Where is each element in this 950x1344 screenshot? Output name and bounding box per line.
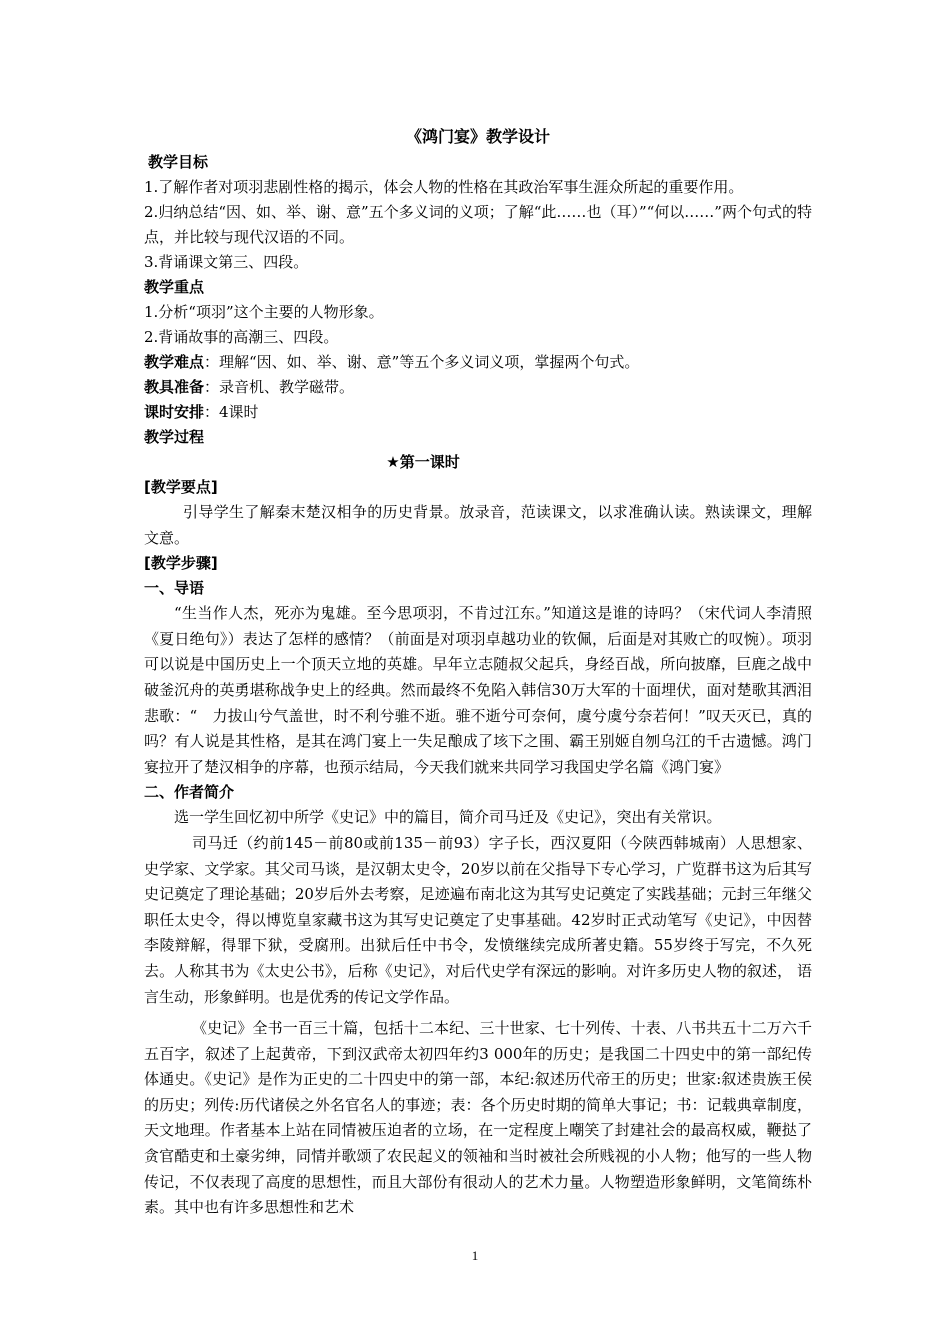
author-heading: 二、作者简介 — [144, 783, 235, 802]
intro-text: “生当作人杰，死亦为鬼雄。至今思项羽，不肯过江东。”知道这是谁的诗吗？（宋代词人李清照《夏日绝句》）表达了怎样的感情？（前面是对项羽卓越功业的钦佩，后面是对其败亡的叹惋）。项羽可以说是中国历史上一个顶天立地的英雄。早年立志随叔父起兵，身经百战，所向披靡，巨鹿之战中破釜沉舟的英勇堪称战争史上的经典。然而最终不免陷入韩信30万大军的十面埋伏，面对楚歌其洒泪悲歌：“ 力拔山兮气盖世，时不利兮骓不逝。骓不逝兮可奈何，虞兮虞兮奈若何！”叹天灭已，真的吗？有人说是其性格，是其在鸿门宴上一失足酿成了垓下之围、霸王别姬自刎乌江的千古遗憾。鸿门宴拉开了楚汉相争的序幕，也预示结局，今天我们就来共同学习我国史学名篇《鸿门宴》 — [144, 604, 812, 776]
tools-label: 教具准备 — [144, 378, 205, 396]
objective-3: 3.背诵课文第三、四段。 — [144, 253, 309, 271]
keypoints-text: 引导学生了解秦末楚汉相争的历史背景。放录音，范读课文，以求准确认读。熟读课文，理解文意。 — [144, 503, 812, 547]
document-title: 《鸿门宴》教学设计 — [405, 127, 550, 146]
intro-heading: 一、导语 — [144, 579, 205, 598]
process-heading: 教学过程 — [144, 428, 205, 446]
hours-line — [144, 400, 812, 425]
hours-label: 课时安排 — [144, 403, 205, 421]
author-bio: 司马迁（约前145－前80或前135－前93）字子长，西汉夏阳（今陕西韩城南）人思想家、史学家、文学家。其父司马谈，是汉朝太史令，20岁以前在父指导下专心学习，广览群书这为后其写史记奠定了理论基础；20岁后外去考察，足迹遍布南北这为其写史记奠定了实践基础；元封三年继父职任太史令，得以博览皇家藏书这为其写史记奠定了史事基础。42岁时正式动笔写《史记》，中因替李陵辩解，得罪下狱，受腐刑。出狱后任中书令，发愤继续完成所著史籍。55岁终于写完，不久死去。人称其书为《太史公书》，后称《史记》，对后代史学有深远的影响。对许多历史人物的叙述， 语言生动，形象鲜明。也是优秀的传记文学作品。 — [144, 833, 812, 1006]
hours-text: ：4课时 — [204, 403, 259, 421]
steps-heading: [教学步骤] — [144, 554, 218, 573]
lesson1-heading: ★第一课时 — [386, 453, 460, 471]
page-number: 1 — [471, 1248, 479, 1263]
focus-heading: 教学重点 — [144, 278, 205, 296]
focus-2: 2.背诵故事的高潮三、四段。 — [144, 328, 339, 346]
focus-1: 1.分析“项羽”这个主要的人物形象。 — [144, 303, 384, 321]
shiji-text: 《史记》全书一百三十篇，包括十二本纪、三十世家、七十列传、十表、八书共五十二万六千五百字，叙述了上起黄帝，下到汉武帝太初四年约3 000年的历史；是我国二十四史中的第一部纪传体通史。《史记》是作为正史的二十四史中的第一部，本纪:叙述历代帝王的历史；世家:叙述贵族王侯的历史；列传:历代诸侯之外名官名人的事迹；表：各个历史时期的简单大事记；书：记载典章制度，天文地理。作者基本上站在同情被压迫者的立场，在一定程度上嘲笑了封建社会的最高权威，鞭挞了贪官酷吏和土豪劣绅，同情并歌颂了农民起义的领袖和当时被社会所贱视的小人物；他写的一些人物传记，不仅表现了高度的思想性，而且大部份有很动人的艺术力量。人物塑造形象鲜明，文笔简练朴素。其中也有许多思想性和艺术 — [144, 1019, 812, 1217]
difficulty-line — [144, 350, 812, 375]
document-body — [144, 124, 812, 1221]
tools-line — [144, 375, 812, 400]
difficulty-label: 教学难点 — [144, 353, 205, 371]
author-intro: 选一学生回忆初中所学《史记》中的篇目，简介司马迁及《史记》，突出有关常识。 — [174, 808, 722, 827]
keypoints-heading: [教学要点] — [144, 478, 218, 496]
difficulty-text: ：理解“因、如、举、谢、意”等五个多义词义项，掌握两个句式。 — [204, 353, 640, 371]
tools-text: ：录音机、教学磁带。 — [204, 378, 355, 396]
objectives-heading: 教学目标 — [148, 153, 209, 171]
objective-1: 1.了解作者对项羽悲剧性格的揭示，体会人物的性格在其政治军事生涯众所起的重要作用。 — [144, 178, 744, 196]
objective-2: 2.归纳总结“因、如、举、谢、意”五个多义词的义项；了解“此……也（耳）”“何以……”两个句式的特点，并比较与现代汉语的不同。 — [144, 203, 812, 246]
